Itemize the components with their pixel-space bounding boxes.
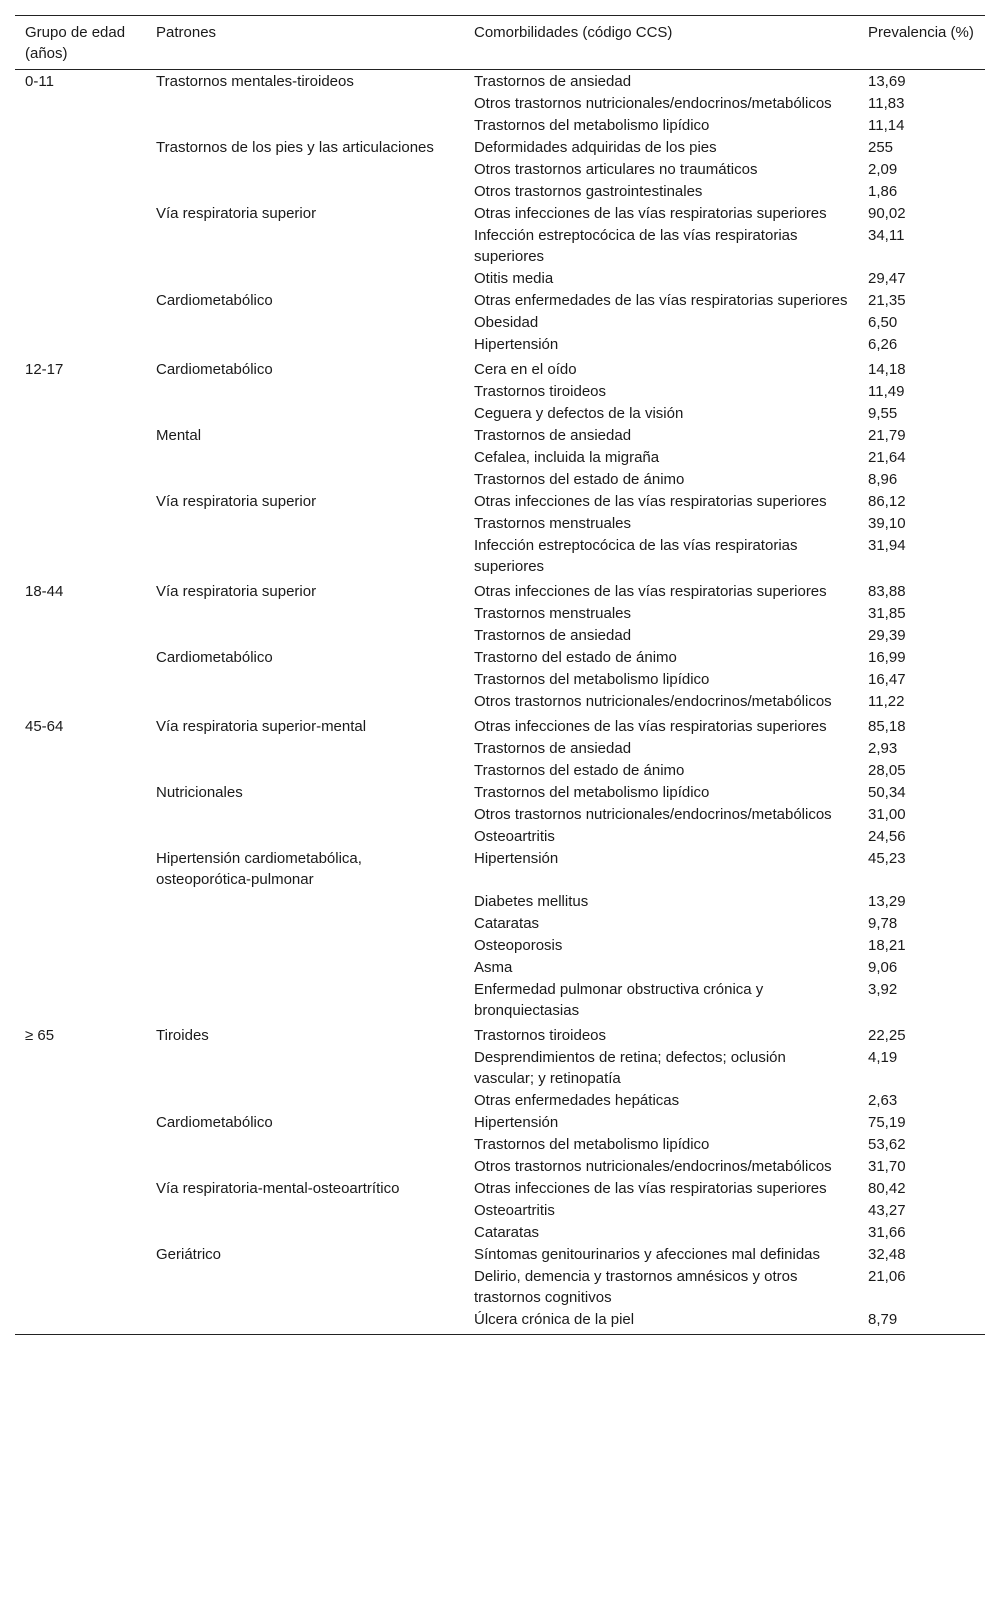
comorbidity-cell: Otros trastornos nutricionales/endocrinos/metabólicos (474, 806, 832, 823)
age-group-cell (15, 738, 146, 760)
age-group-cell (15, 603, 146, 625)
age-group-cell (15, 1112, 146, 1134)
prevalence-cell: 32,48 (868, 1246, 906, 1263)
prevalence-cell: 6,26 (868, 336, 898, 353)
comorbidity-cell: Trastornos del metabolismo lipídico (474, 784, 710, 801)
pattern-cell (146, 159, 464, 181)
pattern-cell: Geriátrico (156, 1246, 222, 1263)
comorbidity-cell: Enfermedad pulmonar obstructiva crónica y bronquiectasias (474, 981, 764, 1019)
age-group-cell (15, 1200, 146, 1222)
age-group-cell: 45-64 (25, 718, 64, 735)
table-row (15, 1022, 985, 1047)
pattern-cell (146, 268, 464, 290)
comorbidity-cell: Trastornos del metabolismo lipídico (474, 117, 710, 134)
comorbidity-cell: Infección estreptocócica de las vías respiratorias superiores (474, 537, 798, 575)
pattern-cell (146, 804, 464, 826)
pattern-cell: Hipertensión cardiometabólica, osteoporótica-pulmonar (156, 850, 362, 888)
table-row (15, 1178, 985, 1200)
pattern-cell (146, 738, 464, 760)
comorbidity-cell: Otras infecciones de las vías respiratorias superiores (474, 493, 827, 510)
pattern-cell: Vía respiratoria superior (156, 583, 317, 600)
table-row (15, 203, 985, 225)
comorbidity-cell: Desprendimientos de retina; defectos; oclusión vascular; y retinopatía (474, 1049, 786, 1087)
table-row (15, 447, 985, 469)
prevalence-table (15, 15, 985, 1335)
age-group-cell (15, 935, 146, 957)
prevalence-cell: 31,94 (868, 537, 906, 554)
comorbidity-cell: Deformidades adquiridas de los pies (474, 139, 717, 156)
comorbidity-cell: Infección estreptocócica de las vías respiratorias superiores (474, 227, 798, 265)
age-group-cell (15, 403, 146, 425)
pattern-cell (146, 1266, 464, 1309)
age-group-cell (15, 1266, 146, 1309)
comorbidity-cell: Trastornos de ansiedad (474, 627, 632, 644)
table-row (15, 957, 985, 979)
pattern-cell (146, 603, 464, 625)
prevalence-cell: 21,35 (868, 292, 906, 309)
table-row (15, 290, 985, 312)
prevalence-cell: 31,66 (868, 1224, 906, 1241)
age-group-cell (15, 290, 146, 312)
prevalence-cell: 11,83 (868, 95, 905, 112)
prevalence-cell: 11,22 (868, 693, 905, 710)
table-row (15, 691, 985, 713)
pattern-cell (146, 469, 464, 491)
table-row (15, 625, 985, 647)
age-group-cell (15, 760, 146, 782)
prevalence-cell: 18,21 (868, 937, 906, 954)
prevalence-cell: 31,70 (868, 1158, 906, 1175)
comorbidity-cell: Otras infecciones de las vías respiratorias superiores (474, 718, 827, 735)
pattern-cell (146, 1134, 464, 1156)
table-row (15, 738, 985, 760)
comorbidity-cell: Otras infecciones de las vías respiratorias superiores (474, 583, 827, 600)
table-row (15, 647, 985, 669)
age-group-cell (15, 137, 146, 159)
pattern-cell: Trastornos mentales-tiroideos (156, 73, 354, 90)
comorbidity-cell: Hipertensión (474, 850, 559, 867)
age-group-cell (15, 1309, 146, 1335)
pattern-cell (146, 935, 464, 957)
age-group-cell (15, 826, 146, 848)
table-row (15, 804, 985, 826)
table-row (15, 491, 985, 513)
table-row (15, 137, 985, 159)
age-group-cell: 12-17 (25, 361, 64, 378)
table-row (15, 1090, 985, 1112)
table-row (15, 425, 985, 447)
prevalence-cell: 90,02 (868, 205, 906, 222)
prevalence-cell: 8,96 (868, 471, 898, 488)
table-row (15, 403, 985, 425)
pattern-cell (146, 1090, 464, 1112)
table-row (15, 469, 985, 491)
table-row (15, 782, 985, 804)
prevalence-cell: 13,69 (868, 73, 906, 90)
table-row (15, 1266, 985, 1309)
age-group-cell (15, 913, 146, 935)
comorbidity-cell: Otros trastornos articulares no traumáticos (474, 161, 758, 178)
prevalence-cell: 83,88 (868, 583, 906, 600)
age-group-cell (15, 491, 146, 513)
prevalence-cell: 53,62 (868, 1136, 906, 1153)
comorbidity-cell: Síntomas genitourinarios y afecciones mal definidas (474, 1246, 821, 1263)
comorbidity-cell: Úlcera crónica de la piel (474, 1311, 635, 1328)
table-row (15, 1134, 985, 1156)
comorbidity-cell: Trastornos de ansiedad (474, 427, 632, 444)
table-row (15, 1200, 985, 1222)
comorbidity-cell: Cefalea, incluida la migraña (474, 449, 660, 466)
table-row (15, 535, 985, 578)
prevalence-cell: 28,05 (868, 762, 906, 779)
prevalence-cell: 16,47 (868, 671, 906, 688)
age-group-cell (15, 891, 146, 913)
comorbidity-cell: Trastornos del estado de ánimo (474, 471, 685, 488)
prevalence-cell: 16,99 (868, 649, 906, 666)
age-group-cell (15, 625, 146, 647)
table-row (15, 1222, 985, 1244)
table-row (15, 913, 985, 935)
table-row (15, 70, 985, 94)
table-row (15, 1244, 985, 1266)
pattern-cell (146, 1156, 464, 1178)
prevalence-cell: 85,18 (868, 718, 906, 735)
prevalence-cell: 14,18 (868, 361, 906, 378)
prevalence-cell: 3,92 (868, 981, 898, 998)
table-row (15, 935, 985, 957)
comorbidity-cell: Diabetes mellitus (474, 893, 589, 910)
pattern-cell: Nutricionales (156, 784, 243, 801)
comorbidity-cell: Delirio, demencia y trastornos amnésicos y otros trastornos cognitivos (474, 1268, 798, 1306)
age-group-cell (15, 647, 146, 669)
pattern-cell (146, 403, 464, 425)
table-row (15, 115, 985, 137)
table-body (15, 70, 985, 1335)
prevalence-cell: 34,11 (868, 227, 905, 244)
age-group-cell (15, 334, 146, 356)
comorbidity-cell: Otros trastornos gastrointestinales (474, 183, 703, 200)
comorbidity-cell: Hipertensión (474, 336, 559, 353)
table-row (15, 225, 985, 268)
age-group-cell (15, 1178, 146, 1200)
prevalence-cell: 29,47 (868, 270, 906, 287)
pattern-cell (146, 891, 464, 913)
age-group-cell (15, 957, 146, 979)
pattern-cell: Vía respiratoria superior (156, 493, 317, 510)
comorbidity-cell: Osteoartritis (474, 1202, 555, 1219)
age-group-cell (15, 669, 146, 691)
age-group-cell (15, 469, 146, 491)
comorbidity-cell: Trastornos de ansiedad (474, 73, 632, 90)
pattern-cell (146, 312, 464, 334)
comorbidity-cell: Osteoartritis (474, 828, 555, 845)
table-row (15, 181, 985, 203)
pattern-cell (146, 181, 464, 203)
pattern-cell (146, 957, 464, 979)
header-age-group: Grupo de edad (años) (25, 24, 126, 62)
pattern-cell: Vía respiratoria superior-mental (156, 718, 367, 735)
comorbidity-cell: Otras infecciones de las vías respiratorias superiores (474, 1180, 827, 1197)
table-row (15, 312, 985, 334)
pattern-cell (146, 1309, 464, 1335)
age-group-cell (15, 804, 146, 826)
pattern-cell: Cardiometabólico (156, 1114, 273, 1131)
pattern-cell (146, 1047, 464, 1090)
age-group-cell (15, 535, 146, 578)
pattern-cell: Cardiometabólico (156, 649, 273, 666)
age-group-cell (15, 1244, 146, 1266)
prevalence-cell: 11,49 (868, 383, 905, 400)
comorbidity-cell: Trastornos tiroideos (474, 383, 606, 400)
comorbidity-cell: Hipertensión (474, 1114, 559, 1131)
table-row (15, 334, 985, 356)
comorbidity-cell: Osteoporosis (474, 937, 563, 954)
comorbidity-cell: Trastornos menstruales (474, 605, 632, 622)
prevalence-cell: 8,79 (868, 1311, 898, 1328)
age-group-cell (15, 225, 146, 268)
age-group-cell (15, 181, 146, 203)
age-group-cell: 18-44 (25, 583, 64, 600)
prevalence-cell: 29,39 (868, 627, 906, 644)
table-row (15, 381, 985, 403)
pattern-cell (146, 913, 464, 935)
comorbidity-cell: Asma (474, 959, 513, 976)
comorbidity-cell: Otras enfermedades hepáticas (474, 1092, 680, 1109)
age-group-cell (15, 691, 146, 713)
age-group-cell: 0-11 (25, 73, 54, 90)
table-row (15, 578, 985, 603)
pattern-cell (146, 691, 464, 713)
pattern-cell (146, 625, 464, 647)
age-group-cell: ≥ 65 (25, 1027, 55, 1044)
age-group-cell (15, 115, 146, 137)
age-group-cell (15, 447, 146, 469)
table-row (15, 760, 985, 782)
pattern-cell (146, 669, 464, 691)
prevalence-cell: 31,00 (868, 806, 906, 823)
comorbidity-cell: Trastornos tiroideos (474, 1027, 606, 1044)
table-row (15, 159, 985, 181)
table-row (15, 1112, 985, 1134)
table-row (15, 1047, 985, 1090)
age-group-cell (15, 93, 146, 115)
prevalence-cell: 9,06 (868, 959, 898, 976)
table-row (15, 268, 985, 290)
prevalence-cell: 21,06 (868, 1268, 906, 1285)
age-group-cell (15, 1156, 146, 1178)
pattern-cell (146, 381, 464, 403)
pattern-cell: Trastornos de los pies y las articulaciones (156, 139, 434, 156)
table-row (15, 603, 985, 625)
prevalence-cell: 21,64 (868, 449, 906, 466)
table-row (15, 93, 985, 115)
table-row (15, 826, 985, 848)
table-row (15, 1156, 985, 1178)
comorbidity-cell: Otros trastornos nutricionales/endocrinos/metabólicos (474, 693, 832, 710)
pattern-cell (146, 1200, 464, 1222)
age-group-cell (15, 203, 146, 225)
prevalence-cell: 9,55 (868, 405, 898, 422)
age-group-cell (15, 1090, 146, 1112)
pattern-cell (146, 447, 464, 469)
age-group-cell (15, 268, 146, 290)
header-prevalence: Prevalencia (%) (868, 24, 974, 41)
prevalence-cell: 24,56 (868, 828, 906, 845)
table-row (15, 979, 985, 1022)
pattern-cell: Cardiometabólico (156, 361, 273, 378)
prevalence-cell: 86,12 (868, 493, 906, 510)
prevalence-cell: 43,27 (868, 1202, 906, 1219)
pattern-cell (146, 760, 464, 782)
prevalence-cell: 9,78 (868, 915, 898, 932)
pattern-cell: Vía respiratoria superior (156, 205, 317, 222)
age-group-cell (15, 848, 146, 891)
prevalence-cell: 22,25 (868, 1027, 906, 1044)
pattern-cell (146, 115, 464, 137)
comorbidity-cell: Otras infecciones de las vías respiratorias superiores (474, 205, 827, 222)
table-row (15, 713, 985, 738)
prevalence-cell: 1,86 (868, 183, 898, 200)
prevalence-cell: 45,23 (868, 850, 906, 867)
table-row (15, 891, 985, 913)
prevalence-cell: 13,29 (868, 893, 906, 910)
comorbidity-cell: Otras enfermedades de las vías respiratorias superiores (474, 292, 848, 309)
age-group-cell (15, 159, 146, 181)
age-group-cell (15, 513, 146, 535)
header-row (15, 16, 985, 70)
header-comorbidities: Comorbilidades (código CCS) (474, 24, 673, 41)
comorbidity-cell: Trastornos del estado de ánimo (474, 762, 685, 779)
prevalence-cell: 21,79 (868, 427, 906, 444)
comorbidity-cell: Trastornos del metabolismo lipídico (474, 1136, 710, 1153)
pattern-cell (146, 93, 464, 115)
comorbidity-cell: Trastornos del metabolismo lipídico (474, 671, 710, 688)
table-row (15, 848, 985, 891)
pattern-cell: Vía respiratoria-mental-osteoartrítico (156, 1180, 400, 1197)
comorbidity-cell: Cataratas (474, 915, 540, 932)
prevalence-cell: 255 (868, 139, 894, 156)
age-group-cell (15, 1134, 146, 1156)
prevalence-cell: 31,85 (868, 605, 906, 622)
pattern-cell (146, 826, 464, 848)
prevalence-cell: 2,63 (868, 1092, 898, 1109)
table-row (15, 356, 985, 381)
prevalence-cell: 50,34 (868, 784, 906, 801)
table-row (15, 669, 985, 691)
pattern-cell (146, 1222, 464, 1244)
comorbidity-cell: Cera en el oído (474, 361, 577, 378)
age-group-cell (15, 782, 146, 804)
table-row (15, 513, 985, 535)
prevalence-cell: 4,19 (868, 1049, 898, 1066)
comorbidity-cell: Otros trastornos nutricionales/endocrinos/metabólicos (474, 1158, 832, 1175)
prevalence-cell: 2,09 (868, 161, 898, 178)
comorbidity-cell: Otitis media (474, 270, 554, 287)
age-group-cell (15, 312, 146, 334)
table-header (15, 16, 985, 70)
prevalence-cell: 11,14 (868, 117, 905, 134)
pattern-cell (146, 513, 464, 535)
comorbidity-cell: Trastornos menstruales (474, 515, 632, 532)
comorbidity-cell: Otros trastornos nutricionales/endocrinos/metabólicos (474, 95, 832, 112)
table-row (15, 1309, 985, 1335)
pattern-cell (146, 979, 464, 1022)
comorbidity-cell: Cataratas (474, 1224, 540, 1241)
prevalence-cell: 6,50 (868, 314, 898, 331)
pattern-cell: Cardiometabólico (156, 292, 273, 309)
pattern-cell: Tiroides (156, 1027, 209, 1044)
comorbidity-cell: Trastornos de ansiedad (474, 740, 632, 757)
age-group-cell (15, 381, 146, 403)
comorbidity-cell: Ceguera y defectos de la visión (474, 405, 684, 422)
pattern-cell: Mental (156, 427, 202, 444)
comorbidity-cell: Trastorno del estado de ánimo (474, 649, 677, 666)
pattern-cell (146, 225, 464, 268)
age-group-cell (15, 425, 146, 447)
comorbidity-cell: Obesidad (474, 314, 539, 331)
age-group-cell (15, 1047, 146, 1090)
age-group-cell (15, 979, 146, 1022)
age-group-cell (15, 1222, 146, 1244)
prevalence-cell: 75,19 (868, 1114, 906, 1131)
prevalence-cell: 80,42 (868, 1180, 906, 1197)
prevalence-cell: 2,93 (868, 740, 898, 757)
pattern-cell (146, 535, 464, 578)
prevalence-cell: 39,10 (868, 515, 906, 532)
header-patterns: Patrones (156, 24, 217, 41)
pattern-cell (146, 334, 464, 356)
